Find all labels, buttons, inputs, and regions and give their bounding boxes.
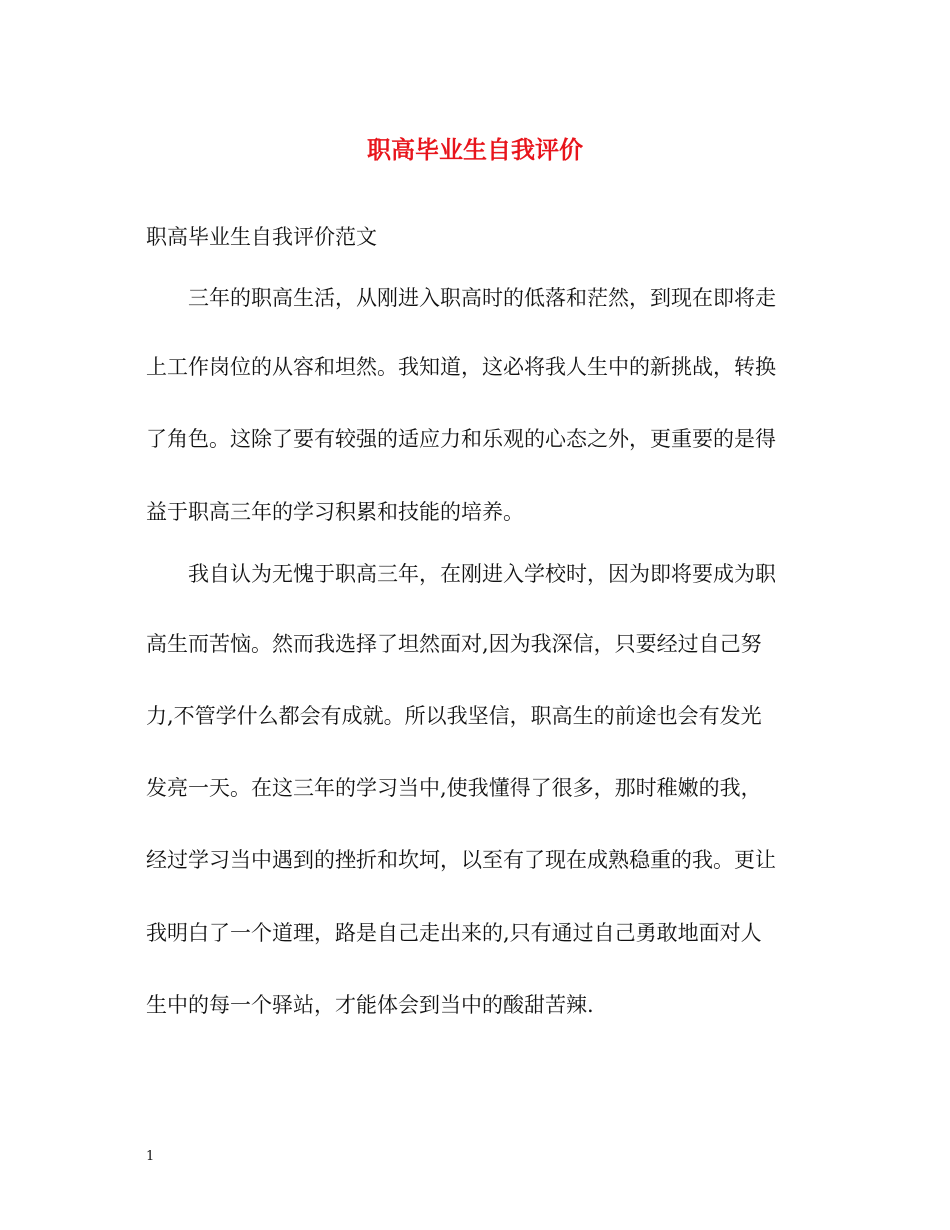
paragraph-line: 力,不管学什么都会有成就。所以我坚信，职高生的前途也会有发光: [146, 704, 762, 728]
paragraph-line: 上工作岗位的从容和坦然。我知道，这必将我人生中的新挑战，转换: [146, 355, 776, 379]
paragraph-line: 益于职高三年的学习积累和技能的培养。: [146, 500, 524, 524]
paragraph-line: 三年的职高生活，从刚进入职高时的低落和茫然，到现在即将走: [188, 286, 776, 310]
paragraph-line: 我自认为无愧于职高三年，在刚进入学校时，因为即将要成为职: [188, 562, 776, 586]
paragraph-line: 生中的每一个驿站，才能体会到当中的酸甜苦辣.: [146, 993, 594, 1017]
paragraph-line: 我明白了一个道理，路是自己走出来的,只有通过自己勇敢地面对人: [146, 921, 762, 945]
paragraph-line: 经过学习当中遇到的挫折和坎坷，以至有了现在成熟稳重的我。更让: [146, 848, 776, 872]
document-subtitle: 职高毕业生自我评价范文: [146, 225, 377, 249]
document-title: 职高毕业生自我评价: [367, 135, 583, 164]
paragraph-line: 发亮一天。在这三年的学习当中,使我懂得了很多，那时稚嫩的我，: [146, 776, 762, 800]
page-number: 1: [146, 1149, 155, 1164]
paragraph-line: 了角色。这除了要有较强的适应力和乐观的心态之外，更重要的是得: [146, 427, 776, 451]
paragraph-line: 高生而苦恼。然而我选择了坦然面对,因为我深信，只要经过自己努: [146, 632, 762, 656]
